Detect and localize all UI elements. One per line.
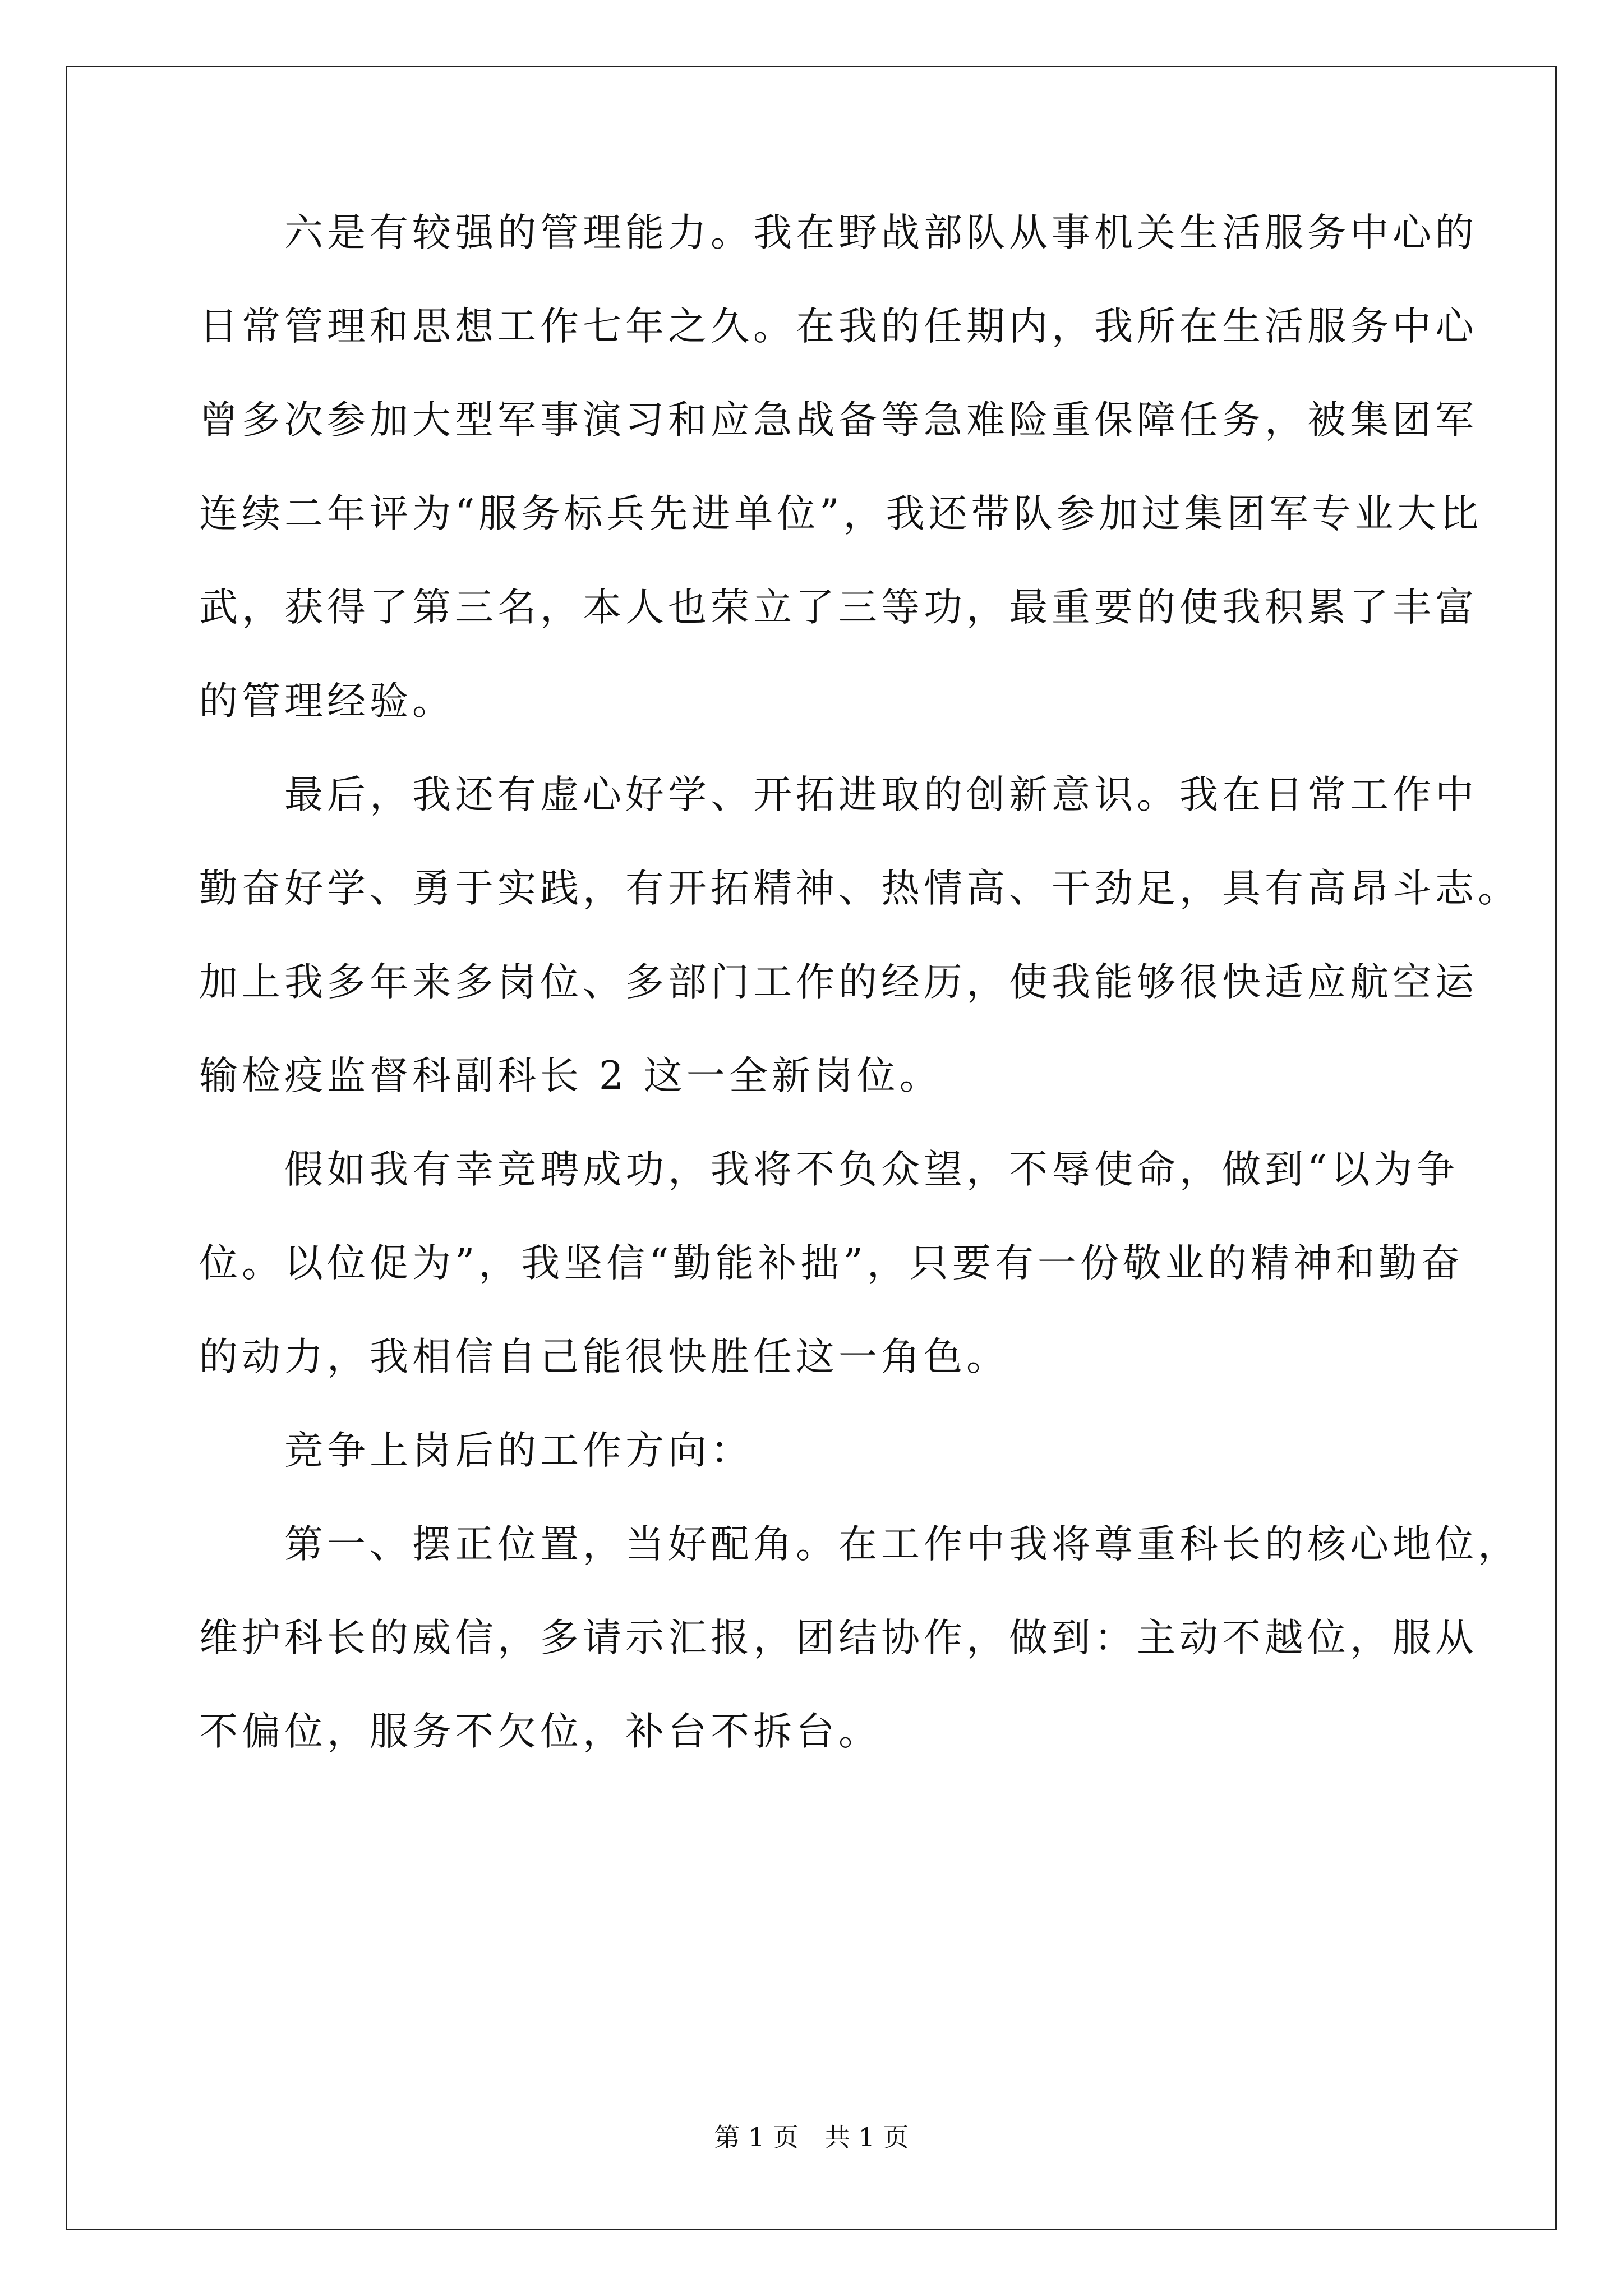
page-footer: 第 1 页 共 1 页	[714, 2122, 909, 2152]
text-line: 竞争上岗后的工作方向：	[199, 1428, 753, 1473]
text-line: 日常管理和思想工作七年之久。在我的任期内，我所在生活服务中心	[199, 304, 1478, 349]
text-line: 假如我有幸竞聘成功，我将不负众望，不辱使命，做到“以为争	[199, 1147, 1459, 1192]
text-line: 的管理经验。	[199, 679, 455, 724]
text-line: 加上我多年来多岗位、多部门工作的经历，使我能够很快适应航空运	[199, 960, 1478, 1005]
text-line: 位。以位促为”，我坚信“勤能补拙”，只要有一份敬业的精神和勤奋	[199, 1241, 1464, 1286]
text-line: 维护科长的威信，多请示汇报，团结协作，做到：主动不越位，服从	[199, 1616, 1478, 1660]
text-line: 第一、摆正位置，当好配角。在工作中我将尊重科长的核心地位，	[199, 1522, 1520, 1567]
text-line: 不偏位，服务不欠位，补台不拆台。	[199, 1709, 881, 1754]
text-line: 连续二年评为“服务标兵先进单位”，我还带队参加过集团军专业大比	[199, 491, 1483, 536]
text-line: 曾多次参加大型军事演习和应急战备等急难险重保障任务，被集团军	[199, 398, 1478, 443]
text-line: 输检疫监督科副科长 2 这一全新岗位。	[199, 1053, 942, 1098]
text-line: 的动力，我相信自己能很快胜任这一角色。	[199, 1335, 1009, 1379]
text-line: 最后，我还有虚心好学、开拓进取的创新意识。我在日常工作中	[199, 772, 1478, 817]
text-line: 武，获得了第三名，本人也荣立了三等功，最重要的使我积累了丰富	[199, 585, 1478, 630]
text-line: 六是有较强的管理能力。我在野战部队从事机关生活服务中心的	[199, 210, 1478, 255]
text-line: 勤奋好学、勇于实践，有开拓精神、热情高、干劲足，具有高昂斗志。	[199, 866, 1520, 911]
